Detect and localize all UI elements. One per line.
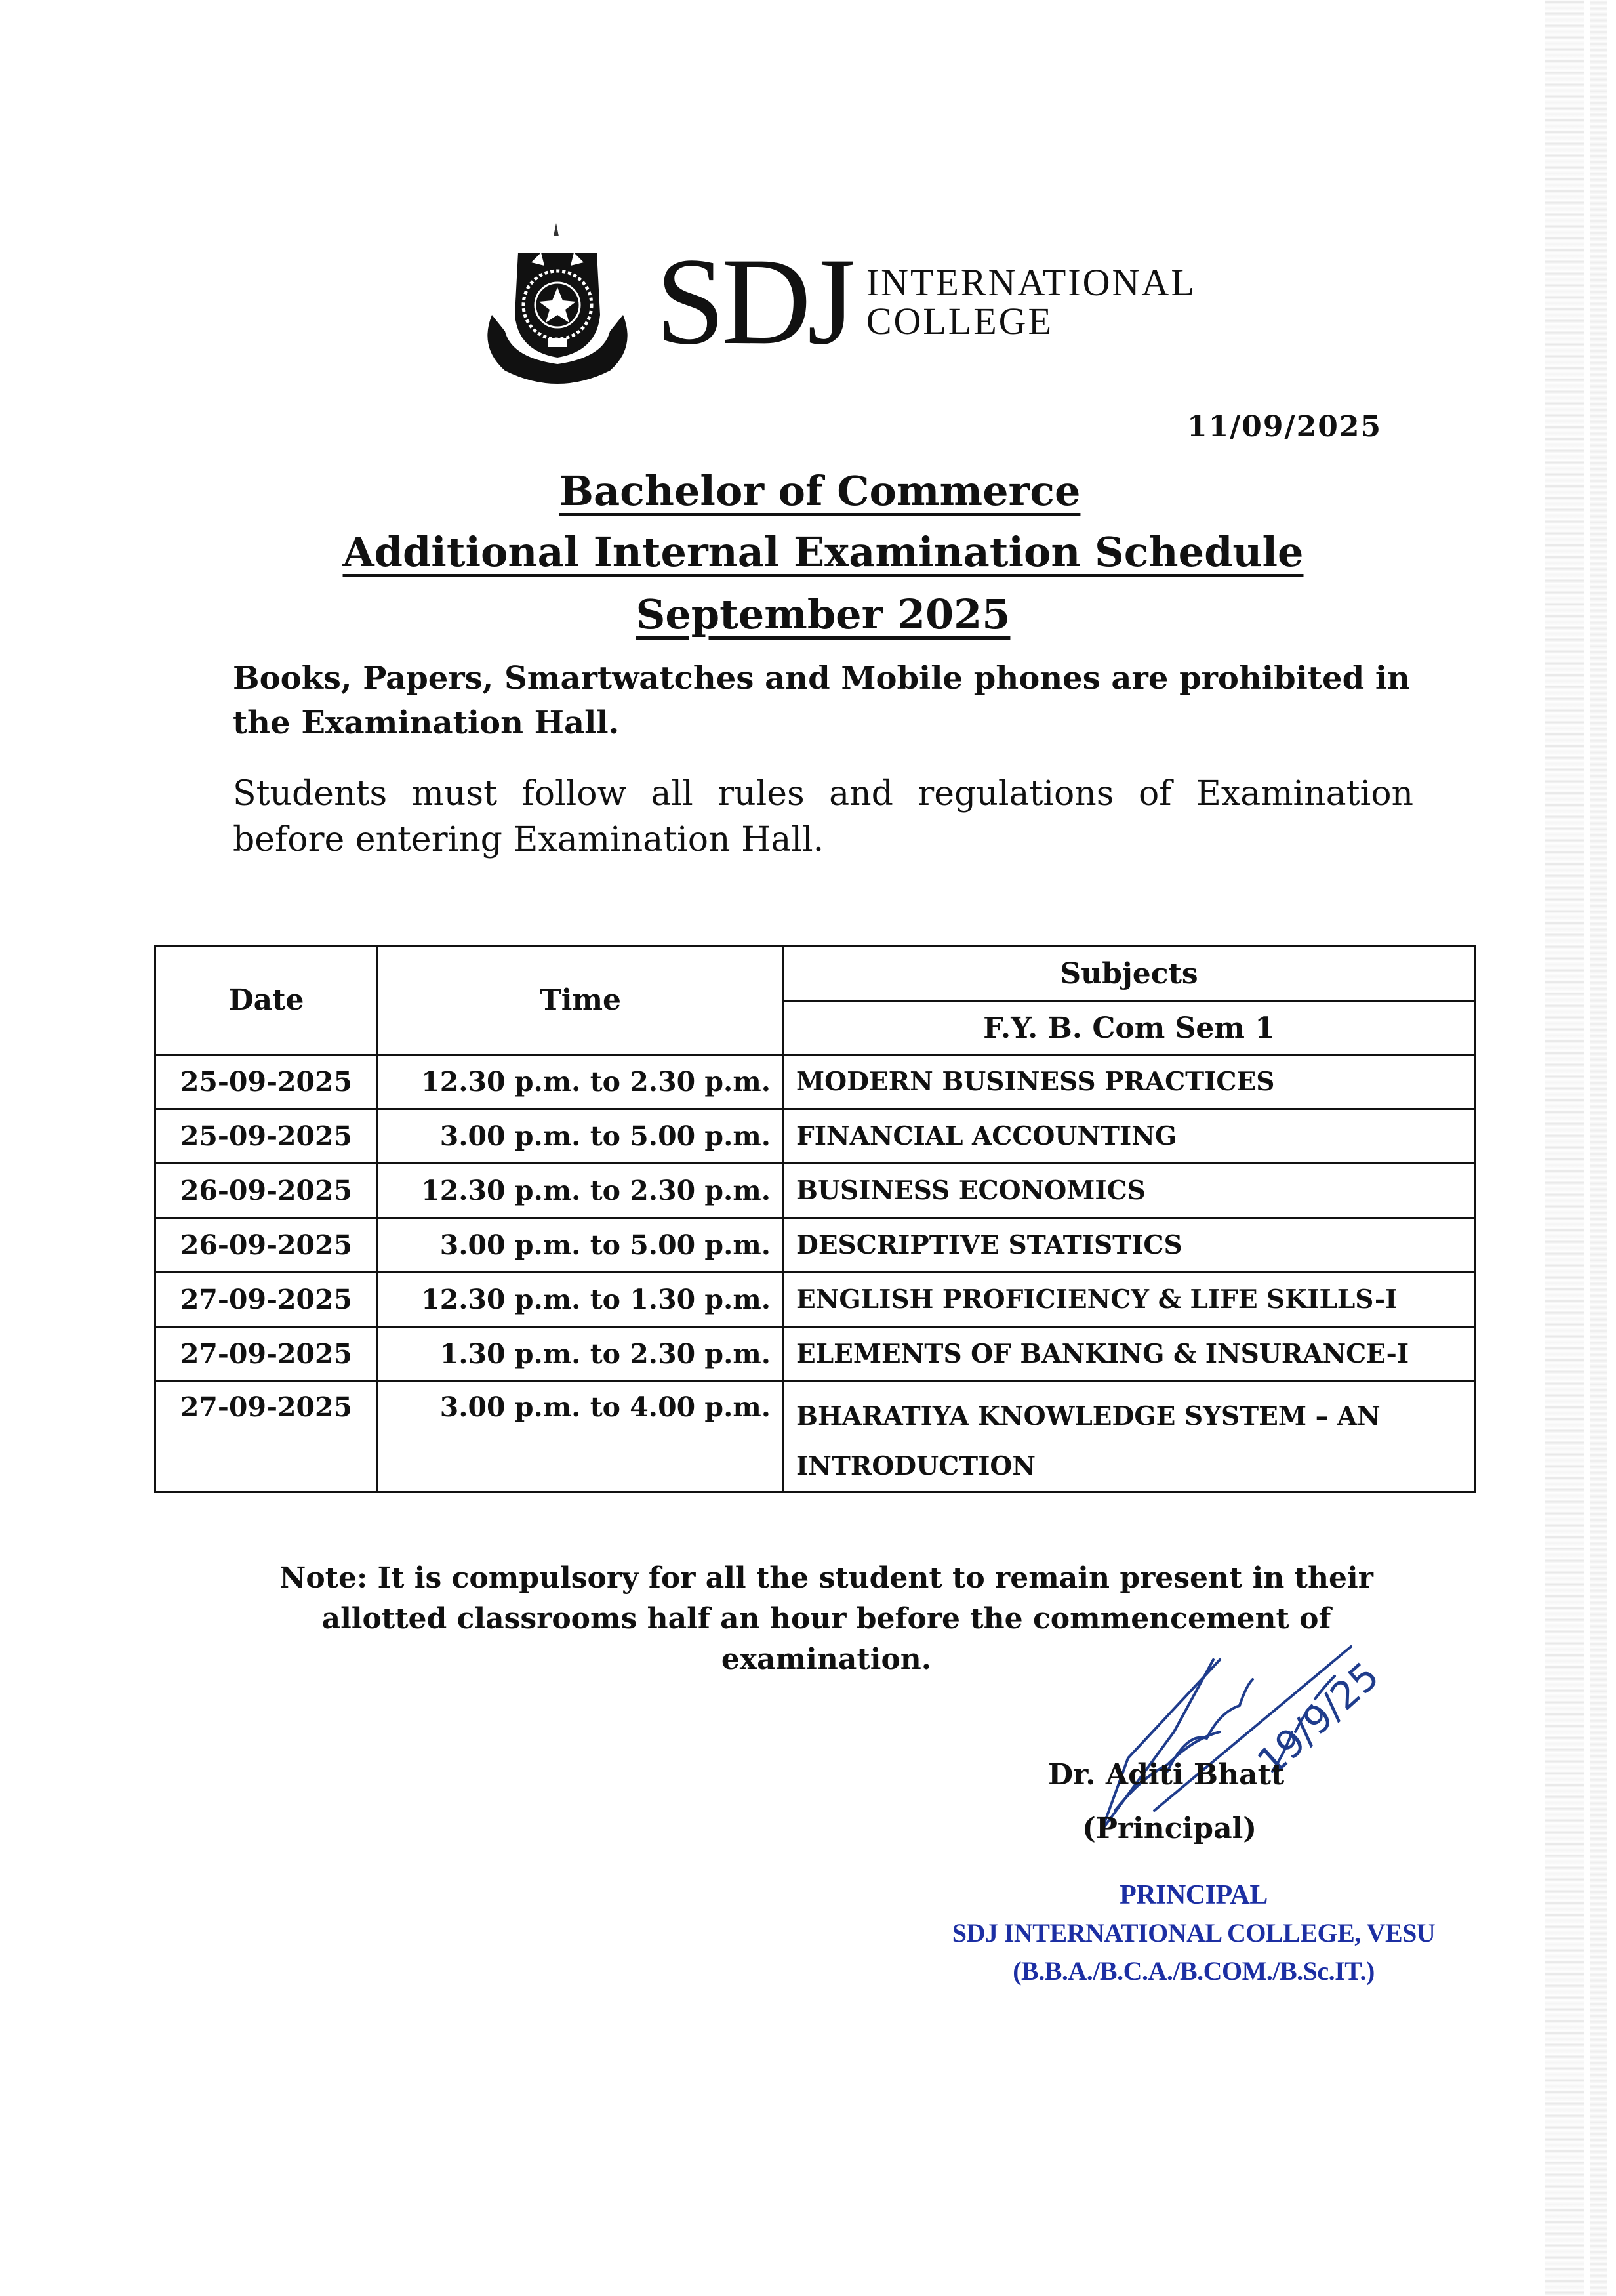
row-time: 3.00 p.m. to 5.00 p.m. [378, 1218, 784, 1273]
crest-emblem-icon [479, 216, 636, 387]
title-month: September 2025 [636, 590, 1011, 638]
row-subject: BUSINESS ECONOMICS [784, 1164, 1475, 1218]
row-subject: FINANCIAL ACCOUNTING [784, 1109, 1475, 1164]
logo-line-1: INTERNATIONAL [866, 260, 1196, 304]
issue-date: 11/09/2025 [1187, 410, 1383, 443]
exam-schedule-table [154, 945, 1476, 1493]
logo-wordmark [866, 260, 1196, 342]
row-subject: ENGLISH PROFICIENCY & LIFE SKILLS-I [784, 1273, 1475, 1327]
row-time: 3.00 p.m. to 5.00 p.m. [378, 1109, 784, 1164]
row-time: 12.30 p.m. to 2.30 p.m. [378, 1055, 784, 1109]
signer-name: Dr. Aditi Bhatt [1048, 1758, 1285, 1792]
row-subject: MODERN BUSINESS PRACTICES [784, 1055, 1475, 1109]
row-date: 25-09-2025 [155, 1109, 378, 1164]
row-subject: BHARATIYA KNOWLEDGE SYSTEM – AN INTRODUCTION [784, 1382, 1475, 1492]
table-row [155, 1055, 1475, 1109]
row-date: 27-09-2025 [155, 1327, 378, 1382]
title-program: Bachelor of Commerce [559, 467, 1081, 515]
stamp-college: SDJ INTERNATIONAL COLLEGE, VESU [952, 1918, 1436, 1948]
header-subjects: Subjects [784, 946, 1475, 1002]
signer-role: (Principal) [1082, 1812, 1257, 1845]
table-row [155, 1218, 1475, 1273]
table-row [155, 1327, 1475, 1382]
row-time: 12.30 p.m. to 1.30 p.m. [378, 1273, 784, 1327]
stamp-programs: (B.B.A./B.C.A./B.COM./B.Sc.IT.) [1013, 1956, 1375, 1986]
header-date: Date [155, 946, 378, 1055]
row-date: 26-09-2025 [155, 1164, 378, 1218]
rules-notice: Students must follow all rules and regulations of Examination before entering Examination Hall. [233, 774, 1413, 859]
row-subject: ELEMENTS OF BANKING & INSURANCE-I [784, 1327, 1475, 1382]
row-date: 27-09-2025 [155, 1382, 378, 1492]
row-date: 26-09-2025 [155, 1218, 378, 1273]
stamp-title: PRINCIPAL [1120, 1880, 1268, 1910]
attendance-note: Note: It is compulsory for all the student to remain present in their allotted classrooms half an hour before the commencement of examination. [279, 1561, 1373, 1676]
row-time: 1.30 p.m. to 2.30 p.m. [378, 1327, 784, 1382]
row-date: 27-09-2025 [155, 1273, 378, 1327]
principal-stamp [944, 1876, 1443, 1990]
logo-line-2: COLLEGE [866, 300, 1053, 342]
row-subject: DESCRIPTIVE STATISTICS [784, 1218, 1475, 1273]
table-row [155, 1164, 1475, 1218]
scan-artifact [1590, 0, 1607, 2296]
table-row [155, 1109, 1475, 1164]
row-date: 25-09-2025 [155, 1055, 378, 1109]
header-time: Time [378, 946, 784, 1055]
scan-artifact [1545, 0, 1584, 2296]
svg-text:19/9/25: 19/9/25 [1248, 1653, 1388, 1785]
header-class: F.Y. B. Com Sem 1 [784, 1002, 1475, 1055]
prohibited-items-notice: Books, Papers, Smartwatches and Mobile phones are prohibited in the Examination Hall. [233, 660, 1410, 741]
logo-mark: SDJ [656, 233, 852, 371]
table-header-row [155, 946, 1475, 1002]
title-schedule: Additional Internal Examination Schedule [342, 528, 1304, 576]
row-time: 12.30 p.m. to 2.30 p.m. [378, 1164, 784, 1218]
table-row [155, 1382, 1475, 1492]
college-logo [479, 216, 1213, 387]
table-row [155, 1273, 1475, 1327]
row-time: 3.00 p.m. to 4.00 p.m. [378, 1382, 784, 1492]
